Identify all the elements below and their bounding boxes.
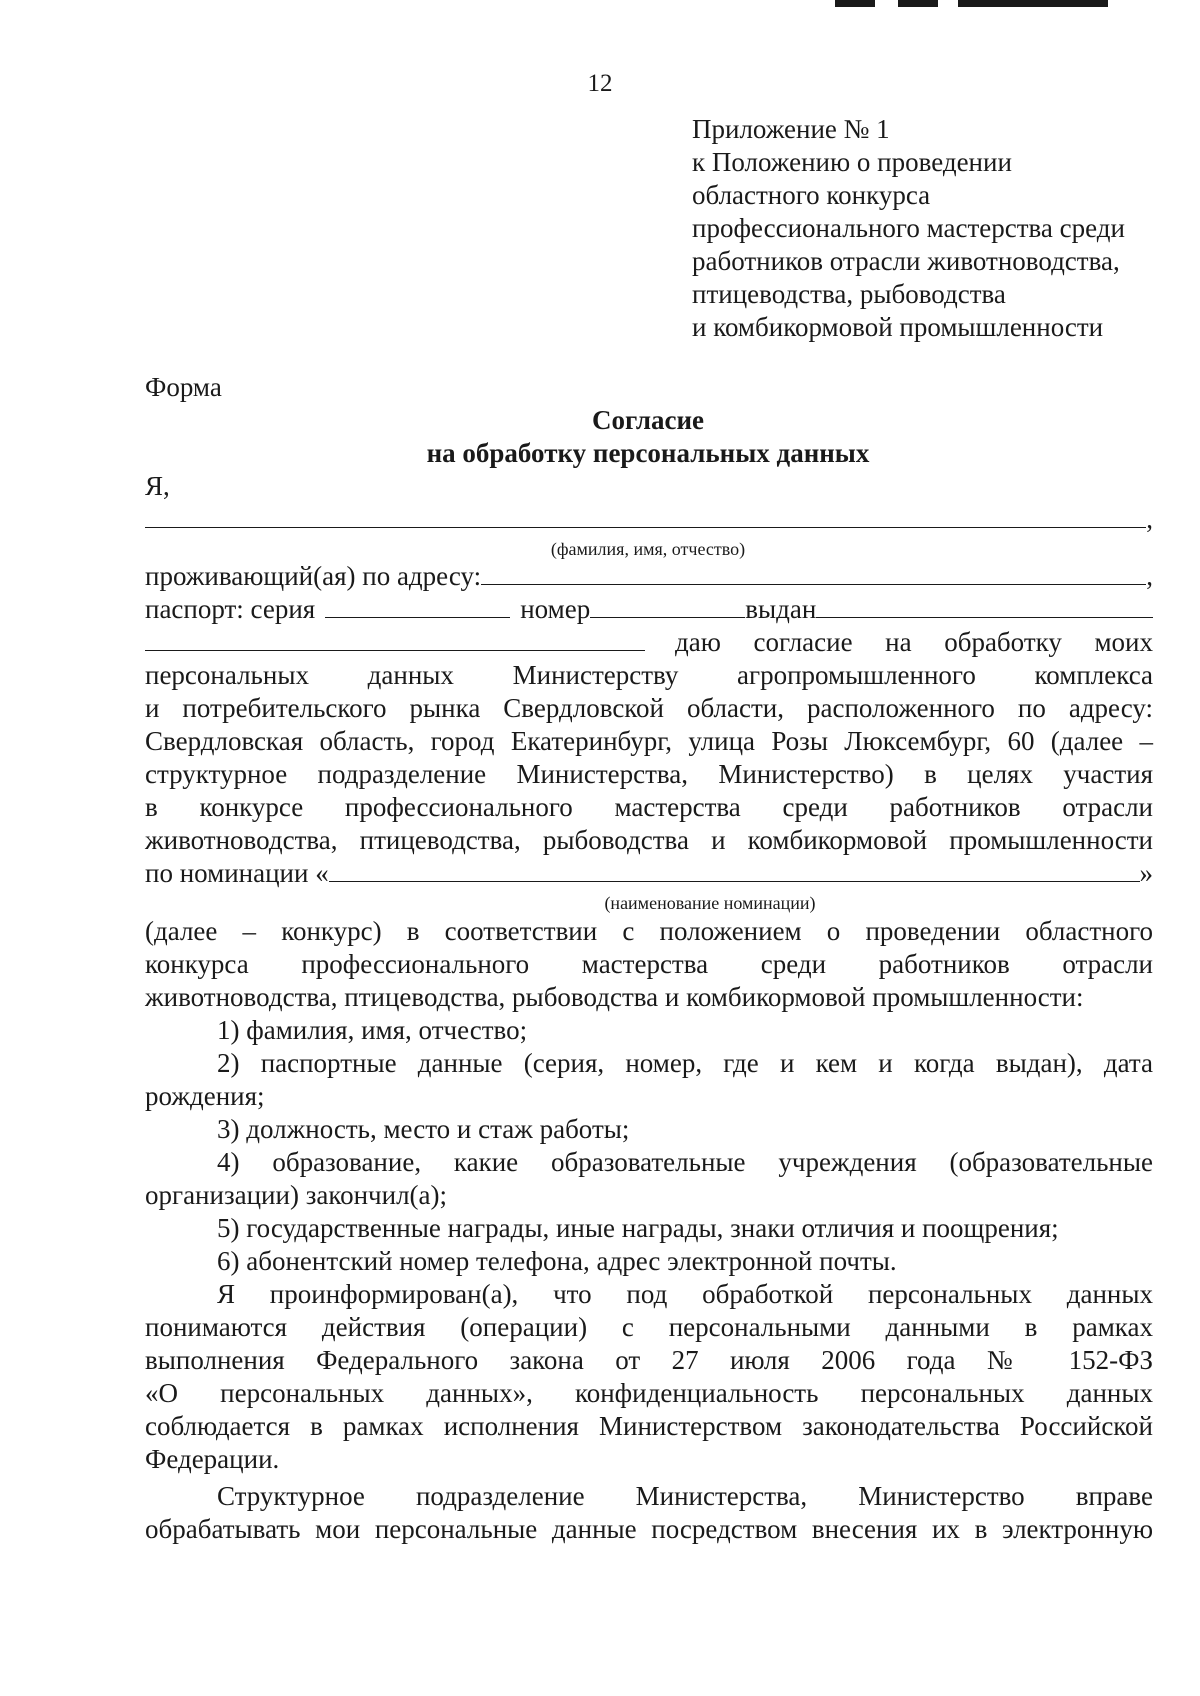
nomination-blank[interactable] [329,857,1140,882]
list-item-continuation: организации) закончил(а); [145,1180,448,1210]
appendix-line: областного конкурса [692,180,931,210]
text-line: выполнения Федерального закона от 27 июля 2006 года № 152-ФЗ [145,1345,1153,1375]
scan-artifact [958,0,1108,7]
text-line: Структурное подразделение Министерства, Министерство вправе [217,1481,1153,1511]
appendix-header [692,113,1125,344]
text-line: Федерации. [145,1444,280,1474]
scan-artifact [835,0,875,7]
list-item: 6) абонентский номер телефона, адрес электронной почты. [217,1246,897,1276]
address-blank[interactable] [481,560,1146,585]
passport-row [145,593,1153,626]
nomination-label: по номинации « [145,858,329,888]
text-line: конкурса профессионального мастерства среди работников отрасли [145,949,1153,979]
document-title: Согласие [591,405,705,435]
appendix-line: к Положению о проведении [692,147,1012,177]
appendix-line: профессионального мастерства среди [692,213,1125,243]
list-item: 4) образование, какие образовательные учреждения (образовательные [217,1147,1153,1177]
fio-blank[interactable] [145,503,1146,528]
text-line: обрабатывать мои персональные данные посредством внесения их в электронную [145,1514,1153,1544]
passport-series-label: паспорт: серия [145,594,316,624]
passport-issued-blank[interactable] [816,593,1153,618]
issued-row [145,626,1153,659]
address-row [145,560,1153,593]
text-line: животноводства, птицеводства, рыбоводства и комбикормовой промышленности [145,825,1153,855]
passport-number-label: номер [520,594,591,624]
fio-row [145,503,1153,536]
list-item: 5) государственные награды, иные награды, знаки отличия и поощрения; [217,1213,1059,1243]
page-number: 12 [587,70,613,97]
text-line: в конкурсе профессионального мастерства среди работников отрасли [145,792,1153,822]
passport-series-blank[interactable] [325,593,510,618]
issued-continuation-blank[interactable] [145,626,645,651]
ya-label: Я, [145,471,170,501]
appendix-line: птицеводства, рыбоводства [692,279,1006,309]
nomination-row [145,857,1153,890]
appendix-line: Приложение № 1 [692,114,890,144]
list-item: 3) должность, место и стаж работы; [217,1114,630,1144]
text-line: соблюдается в рамках исполнения Министерством законодательства Российской [145,1411,1153,1441]
text-line: структурное подразделение Министерства, Министерство) в целях участия [145,759,1153,789]
nomination-close: » [1139,858,1153,888]
appendix-line: работников отрасли животноводства, [692,246,1120,276]
text-line: Свердловская область, город Екатеринбург, улица Розы Люксембург, 60 (далее – [145,726,1153,756]
text-line: и потребительского рынка Свердловской области, расположенного по адресу: [145,693,1153,723]
document-subtitle: на обработку персональных данных [426,438,870,468]
address-comma: , [1146,561,1153,591]
text-line: (далее – конкурс) в соответствии с положением о проведении областного [145,916,1153,946]
list-item: 2) паспортные данные (серия, номер, где и кем и когда выдан), дата [217,1048,1153,1078]
scan-artifact [898,0,938,7]
passport-issued-label: выдан [745,594,817,624]
text-line: персональных данных Министерству агропромышленного комплекса [145,660,1153,690]
nomination-caption: (наименование номинации) [604,893,816,913]
text-line: животноводства, птицеводства, рыбоводства и комбикормовой промышленности: [145,982,1084,1012]
fio-comma: , [1146,504,1153,534]
passport-number-blank[interactable] [590,593,745,618]
text-line: Я проинформирован(а), что под обработкой персональных данных [217,1279,1153,1309]
consent-phrase: даю согласие на обработку моих [675,627,1153,657]
fio-caption: (фамилия, имя, отчество) [550,539,746,559]
address-label: проживающий(ая) по адресу: [145,561,482,591]
appendix-line: и комбикормовой промышленности [692,312,1104,342]
list-item: 1) фамилия, имя, отчество; [217,1015,528,1045]
text-line: «О персональных данных», конфиденциальность персональных данных [145,1378,1153,1408]
text-line: понимаются действия (операции) с персональными данными в рамках [145,1312,1153,1342]
form-label: Форма [145,372,222,402]
list-item-continuation: рождения; [145,1081,265,1111]
